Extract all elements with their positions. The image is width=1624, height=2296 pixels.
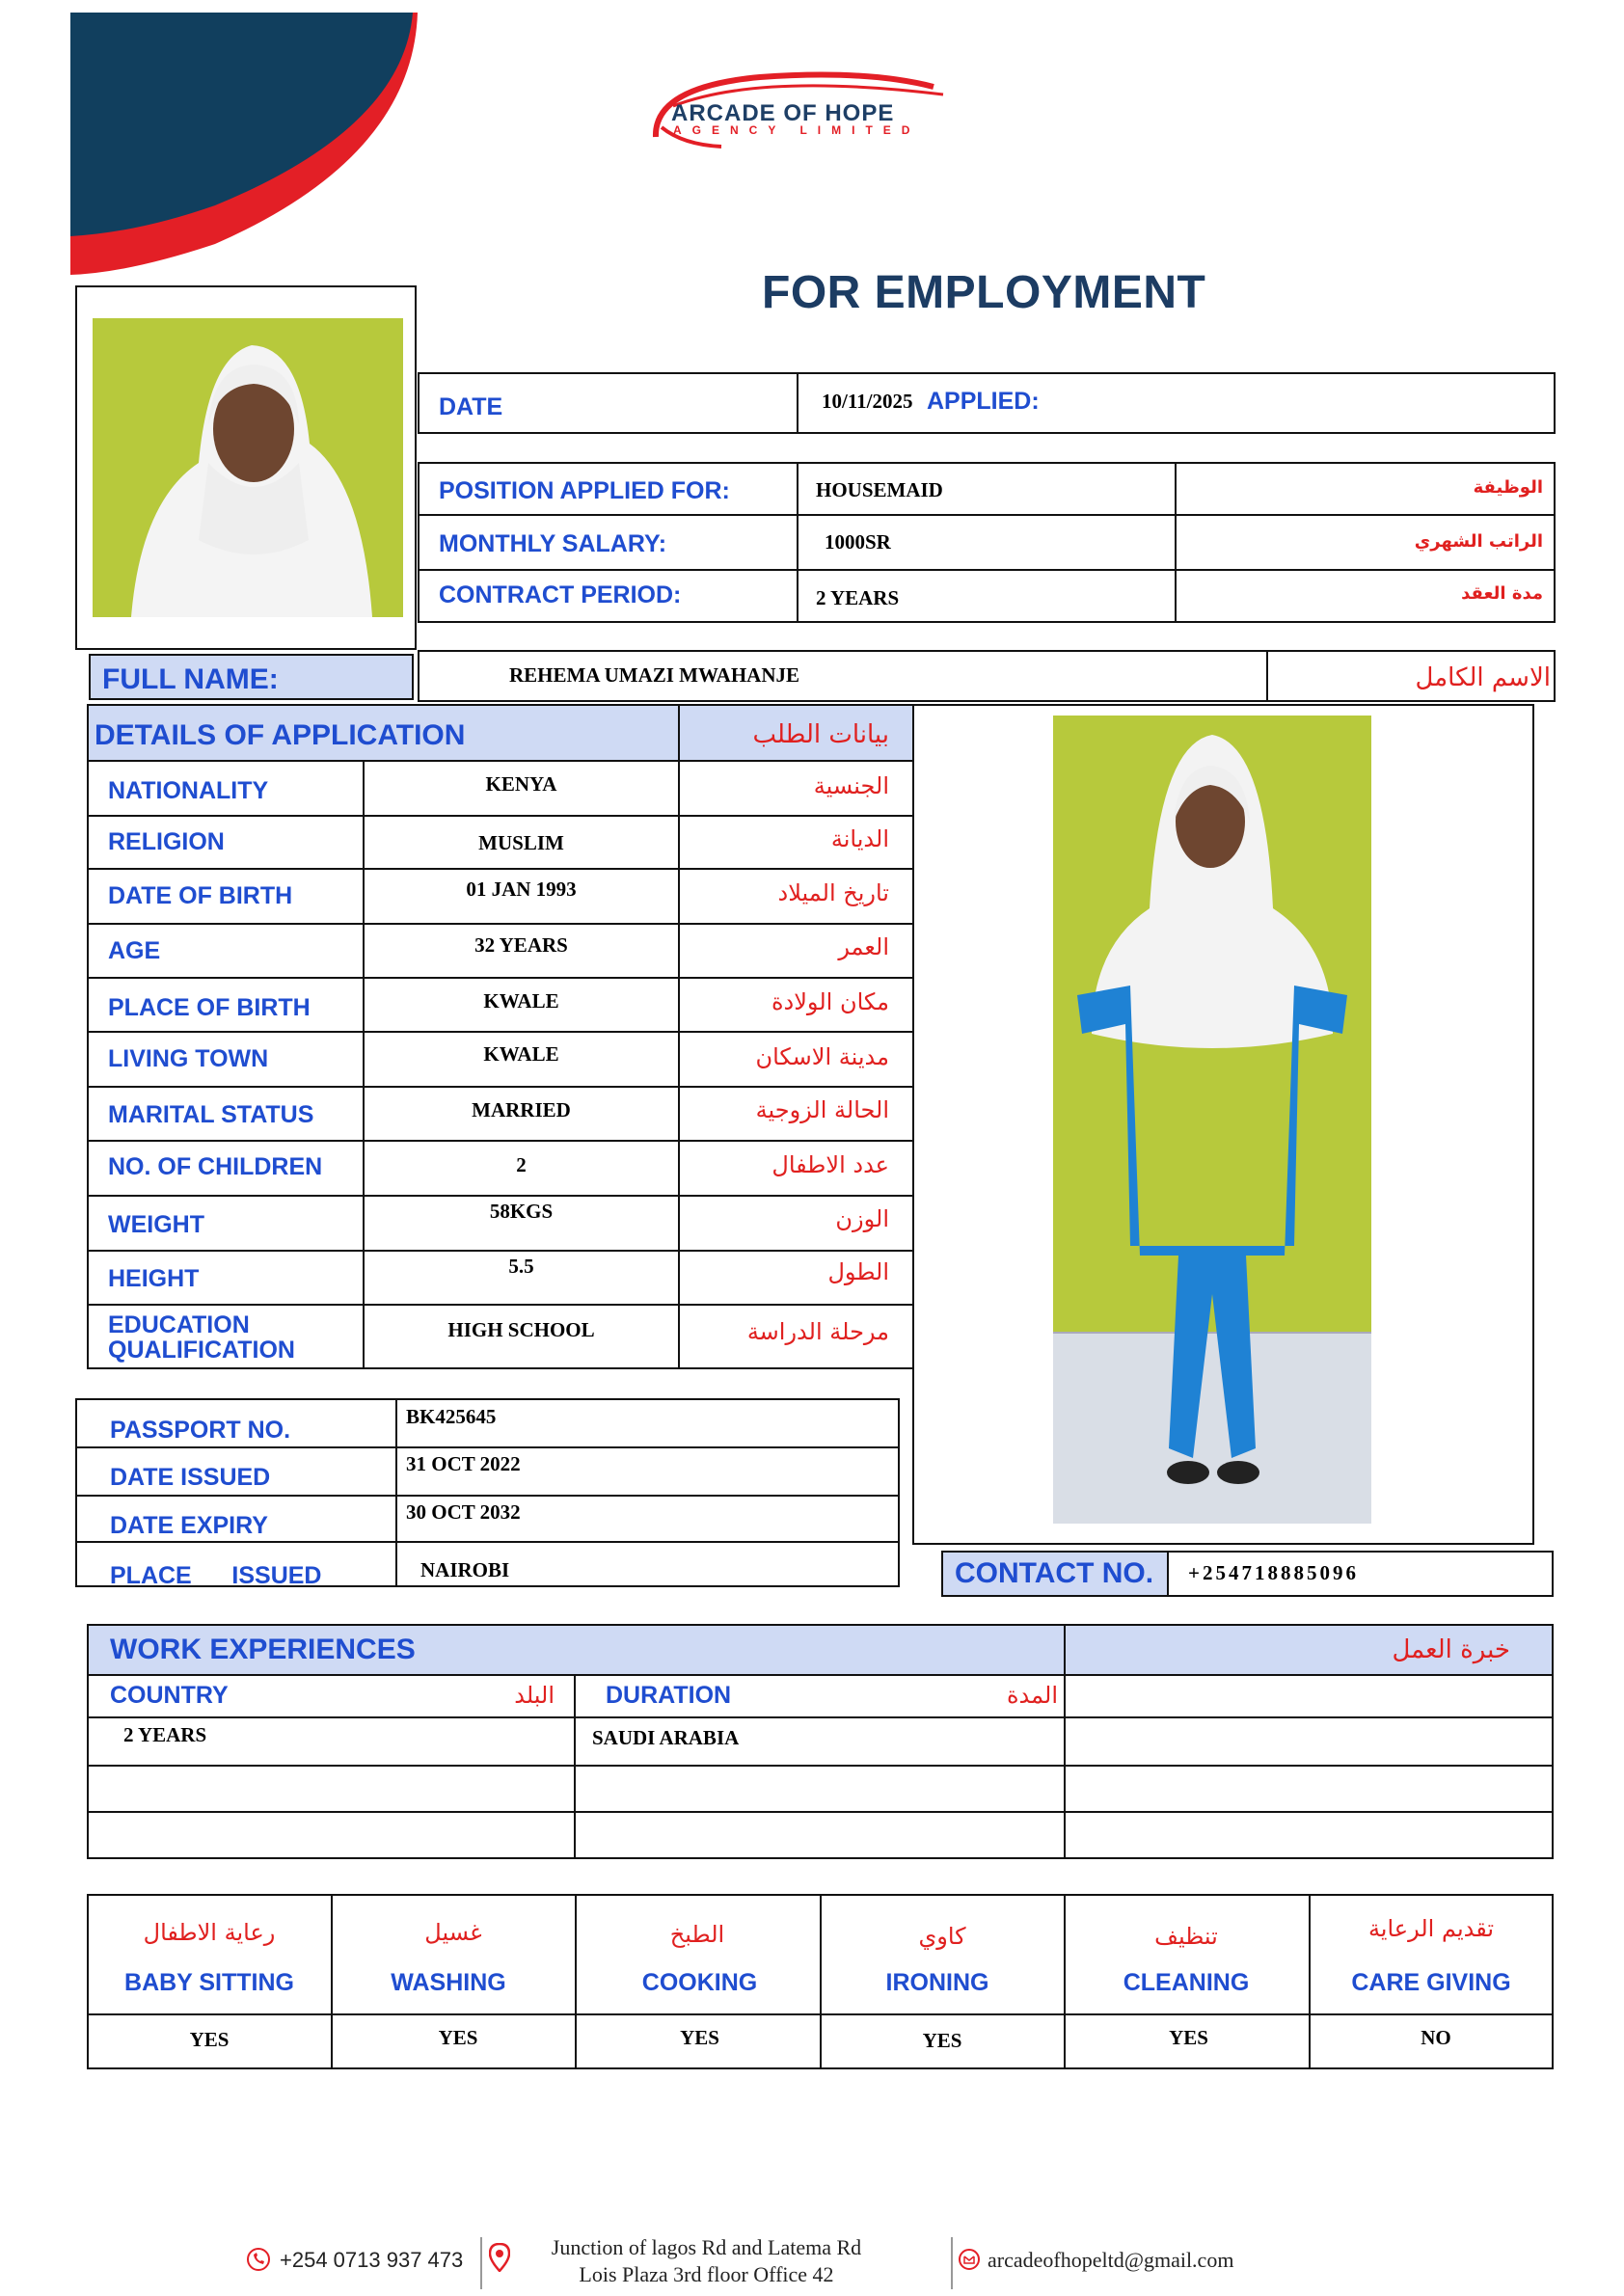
dob-value: 01 JAN 1993: [466, 878, 577, 901]
location-pin-icon: [489, 2243, 510, 2272]
work-row-1-duration: SAUDI ARABIA: [592, 1726, 740, 1749]
passport-no-label: PASSPORT NO.: [110, 1417, 291, 1444]
nationality-label: NATIONALITY: [108, 777, 269, 804]
company-logo: [644, 68, 972, 154]
place-issued-label: PLACE ISSUED: [110, 1562, 322, 1589]
dob-arabic: تاريخ الميلاد: [777, 879, 889, 906]
height-arabic: الطول: [827, 1258, 889, 1285]
date-expiry-value: 30 OCT 2032: [406, 1500, 521, 1524]
skill-babysitting-arabic: رعاية الاطفال: [143, 1919, 276, 1946]
page-title: FOR EMPLOYMENT: [762, 267, 1206, 318]
date-expiry-label: DATE EXPIRY: [110, 1512, 268, 1539]
skill-washing-label: WASHING: [391, 1969, 506, 1996]
children-value: 2: [516, 1153, 527, 1176]
place-of-birth-value: KWALE: [483, 989, 559, 1013]
contract-label: CONTRACT PERIOD:: [439, 581, 682, 608]
age-value: 32 YEARS: [474, 933, 568, 957]
salary-arabic: الراتب الشهري: [1414, 531, 1543, 552]
children-label: NO. OF CHILDREN: [108, 1153, 323, 1180]
weight-arabic: الوزن: [835, 1205, 889, 1232]
contract-arabic: مدة العقد: [1461, 583, 1543, 604]
date-value: 10/11/2025: [822, 390, 913, 413]
corner-graphic: [70, 13, 418, 275]
skill-cleaning-label: CLEANING: [1123, 1969, 1250, 1996]
footer-address-line2: Lois Plaza 3rd floor Office 42: [579, 2262, 834, 2286]
religion-label: RELIGION: [108, 828, 225, 855]
footer-address-line1: Junction of lagos Rd and Latema Rd: [551, 2235, 862, 2259]
full-name-arabic: الاسم الكامل: [1415, 663, 1551, 692]
details-header-label: DETAILS OF APPLICATION: [95, 719, 466, 751]
contact-label: CONTACT NO.: [955, 1557, 1154, 1589]
duration-label: DURATION: [606, 1682, 732, 1709]
country-arabic: البلد: [514, 1682, 555, 1709]
position-label: POSITION APPLIED FOR:: [439, 477, 730, 504]
skill-caregiving-arabic: تقديم الرعاية: [1367, 1915, 1495, 1942]
skill-caregiving-label: CARE GIVING: [1351, 1969, 1511, 1996]
living-town-arabic: مدينة الاسكان: [755, 1043, 889, 1070]
salary-label: MONTHLY SALARY:: [439, 530, 667, 557]
country-label: COUNTRY: [110, 1682, 229, 1709]
skill-ironing-arabic: كاوي: [918, 1923, 966, 1950]
age-arabic: العمر: [838, 933, 889, 960]
skill-babysitting-label: BABY SITTING: [124, 1969, 294, 1996]
skill-babysitting-value: YES: [189, 2028, 230, 2051]
height-label: HEIGHT: [108, 1265, 200, 1292]
weight-value: 58KGS: [489, 1200, 554, 1223]
logo-sub-text: AGENCY LIMITED: [673, 123, 921, 137]
footer-phone: +254 0713 937 473: [280, 2248, 464, 2272]
religion-value: MUSLIM: [478, 831, 564, 854]
contract-value: 2 YEARS: [816, 586, 900, 609]
details-header-arabic: بيانات الطلب: [752, 720, 889, 749]
skill-washing-value: YES: [438, 2026, 478, 2049]
work-header-arabic: خبرة العمل: [1392, 1635, 1510, 1664]
contact-value: +254718885096: [1188, 1561, 1359, 1584]
work-row-1-country: 2 YEARS: [123, 1723, 207, 1746]
full-name-value: REHEMA UMAZI MWAHANJE: [509, 663, 800, 687]
position-arabic: الوظيفة: [1473, 477, 1543, 498]
date-label: DATE: [439, 393, 503, 420]
work-header-label: WORK EXPERIENCES: [110, 1634, 416, 1665]
face-photo: [93, 318, 403, 617]
logo-main-text: ARCADE OF HOPE: [671, 100, 895, 126]
religion-arabic: الديانة: [830, 825, 889, 852]
footer-email[interactable]: arcadeofhopeltd@gmail.com: [988, 2248, 1234, 2272]
skill-cooking-label: COOKING: [641, 1969, 758, 1996]
living-town-value: KWALE: [483, 1042, 559, 1066]
date-issued-label: DATE ISSUED: [110, 1464, 271, 1491]
skill-washing-arabic: غسيل: [424, 1919, 482, 1946]
date-issued-value: 31 OCT 2022: [406, 1452, 521, 1475]
education-arabic: مرحلة الدراسة: [746, 1318, 889, 1345]
dob-label: DATE OF BIRTH: [108, 882, 293, 909]
marital-status-arabic: الحالة الزوجية: [755, 1096, 889, 1123]
marital-status-label: MARITAL STATUS: [108, 1101, 314, 1128]
place-of-birth-arabic: مكان الولادة: [771, 988, 889, 1015]
height-value: 5.5: [508, 1255, 534, 1278]
place-of-birth-label: PLACE OF BIRTH: [108, 994, 311, 1021]
duration-arabic: المدة: [1006, 1682, 1058, 1709]
nationality-arabic: الجنسية: [813, 772, 889, 799]
children-arabic: عدد الاطفال: [771, 1151, 889, 1178]
email-icon: [958, 2248, 981, 2271]
passport-no-value: BK425645: [406, 1405, 497, 1428]
full-name-label: FULL NAME:: [102, 663, 279, 695]
phone-icon: [246, 2247, 271, 2272]
skill-cleaning-arabic: تنظيف: [1154, 1923, 1218, 1950]
marital-status-value: MARRIED: [472, 1098, 571, 1121]
skill-caregiving-value: NO: [1421, 2026, 1451, 2049]
education-value: HIGH SCHOOL: [447, 1318, 595, 1341]
skill-ironing-label: IRONING: [885, 1969, 989, 1996]
living-town-label: LIVING TOWN: [108, 1045, 269, 1072]
skill-ironing-value: YES: [922, 2029, 962, 2052]
nationality-value: KENYA: [485, 772, 557, 796]
skill-cleaning-value: YES: [1169, 2026, 1208, 2049]
skill-cooking-value: YES: [680, 2026, 719, 2049]
age-label: AGE: [108, 937, 161, 964]
body-photo: [1053, 716, 1371, 1524]
applied-label: APPLIED:: [927, 388, 1040, 415]
position-value: HOUSEMAID: [816, 478, 943, 501]
skill-cooking-arabic: الطبخ: [669, 1921, 725, 1948]
place-issued-value: NAIROBI: [420, 1558, 510, 1581]
education-label: EDUCATION QUALIFICATION: [108, 1311, 295, 1364]
salary-value: 1000SR: [825, 530, 891, 554]
weight-label: WEIGHT: [108, 1211, 204, 1238]
